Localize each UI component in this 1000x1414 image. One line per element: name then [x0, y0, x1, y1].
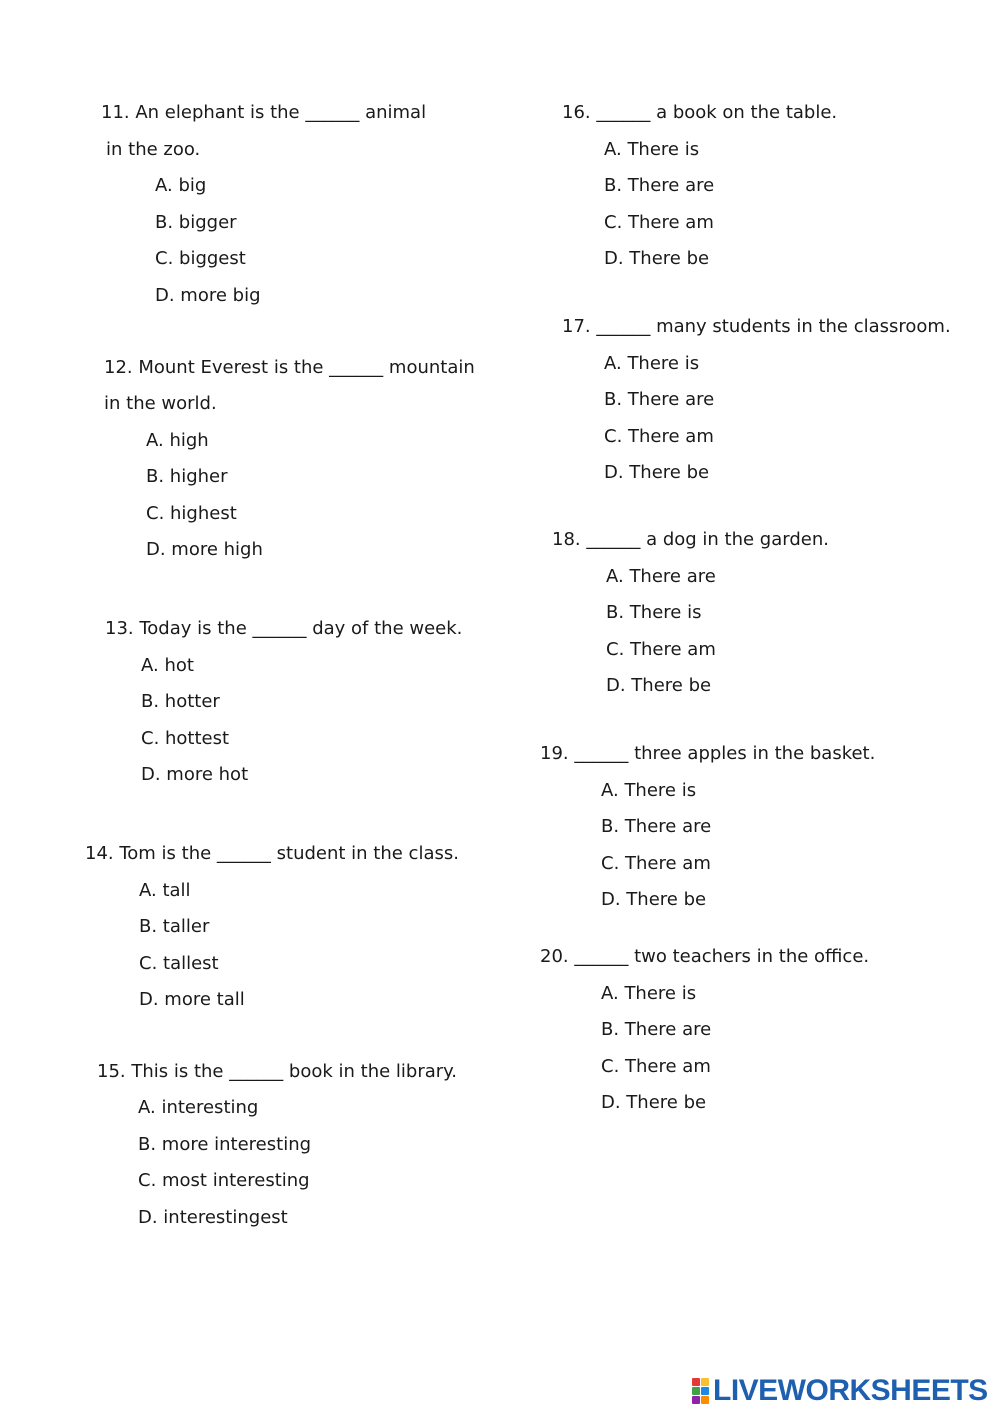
- option-b[interactable]: B. There is: [606, 602, 702, 623]
- option-c[interactable]: C. There am: [604, 212, 714, 233]
- option-b[interactable]: B. There are: [601, 1019, 712, 1040]
- liveworksheets-logo[interactable]: [692, 1374, 988, 1408]
- option-a[interactable]: A. There is: [601, 983, 697, 1004]
- logo-square: [701, 1387, 709, 1395]
- option-b[interactable]: B. There are: [604, 175, 715, 196]
- option-d[interactable]: D. more tall: [139, 989, 245, 1010]
- option-a[interactable]: A. There is: [604, 353, 700, 374]
- option-c[interactable]: C. highest: [146, 503, 237, 524]
- option-a[interactable]: A. hot: [141, 655, 194, 676]
- option-c[interactable]: C. most interesting: [138, 1170, 310, 1191]
- option-d[interactable]: D. more high: [146, 539, 263, 560]
- question-stem: 14. Tom is the ______ student in the class.: [85, 843, 459, 864]
- option-c[interactable]: C. There am: [601, 1056, 711, 1077]
- question-stem: 17. ______ many students in the classroom.: [562, 316, 951, 337]
- option-c[interactable]: C. There am: [606, 639, 716, 660]
- option-a[interactable]: A. There is: [604, 139, 700, 160]
- option-d[interactable]: D. more big: [155, 285, 261, 306]
- option-b[interactable]: B. There are: [604, 389, 715, 410]
- option-a[interactable]: A. tall: [139, 880, 191, 901]
- option-b[interactable]: B. more interesting: [138, 1134, 312, 1155]
- option-a[interactable]: A. interesting: [138, 1097, 259, 1118]
- option-b[interactable]: B. taller: [139, 916, 210, 937]
- question-stem: 19. ______ three apples in the basket.: [540, 743, 876, 764]
- logo-square: [692, 1387, 700, 1395]
- option-b[interactable]: B. There are: [601, 816, 712, 837]
- option-d[interactable]: D. There be: [601, 889, 707, 910]
- option-c[interactable]: C. biggest: [155, 248, 246, 269]
- option-d[interactable]: D. more hot: [141, 764, 249, 785]
- option-c[interactable]: C. There am: [601, 853, 711, 874]
- option-d[interactable]: D. There be: [601, 1092, 707, 1113]
- logo-square: [701, 1378, 709, 1386]
- logo-square: [701, 1396, 709, 1404]
- option-d[interactable]: D. There be: [604, 462, 710, 483]
- question-stem: 13. Today is the ______ day of the week.: [105, 618, 463, 639]
- option-c[interactable]: C. hottest: [141, 728, 230, 749]
- question-stem: 12. Mount Everest is the ______ mountain: [104, 357, 475, 378]
- option-a[interactable]: A. big: [155, 175, 207, 196]
- option-a[interactable]: A. There is: [601, 780, 697, 801]
- option-b[interactable]: B. hotter: [141, 691, 220, 712]
- option-b[interactable]: B. bigger: [155, 212, 237, 233]
- question-stem: 15. This is the ______ book in the library.: [97, 1061, 457, 1082]
- question-stem: in the world.: [104, 393, 217, 414]
- option-a[interactable]: A. There are: [606, 566, 716, 587]
- question-stem: 11. An elephant is the ______ animal: [101, 102, 427, 123]
- logo-square: [692, 1378, 700, 1386]
- question-stem: 16. ______ a book on the table.: [562, 102, 838, 123]
- option-b[interactable]: B. higher: [146, 466, 228, 487]
- question-stem: 18. ______ a dog in the garden.: [552, 529, 829, 550]
- option-d[interactable]: D. interestingest: [138, 1207, 288, 1228]
- option-a[interactable]: A. high: [146, 430, 209, 451]
- option-d[interactable]: D. There be: [606, 675, 712, 696]
- question-stem: in the zoo.: [106, 139, 201, 160]
- option-d[interactable]: D. There be: [604, 248, 710, 269]
- logo-square: [692, 1396, 700, 1404]
- option-c[interactable]: C. tallest: [139, 953, 219, 974]
- logo-text: LIVEWORKSHEETS: [713, 1374, 988, 1407]
- question-stem: 20. ______ two teachers in the office.: [540, 946, 870, 967]
- option-c[interactable]: C. There am: [604, 426, 714, 447]
- logo-mark-icon: [692, 1378, 709, 1404]
